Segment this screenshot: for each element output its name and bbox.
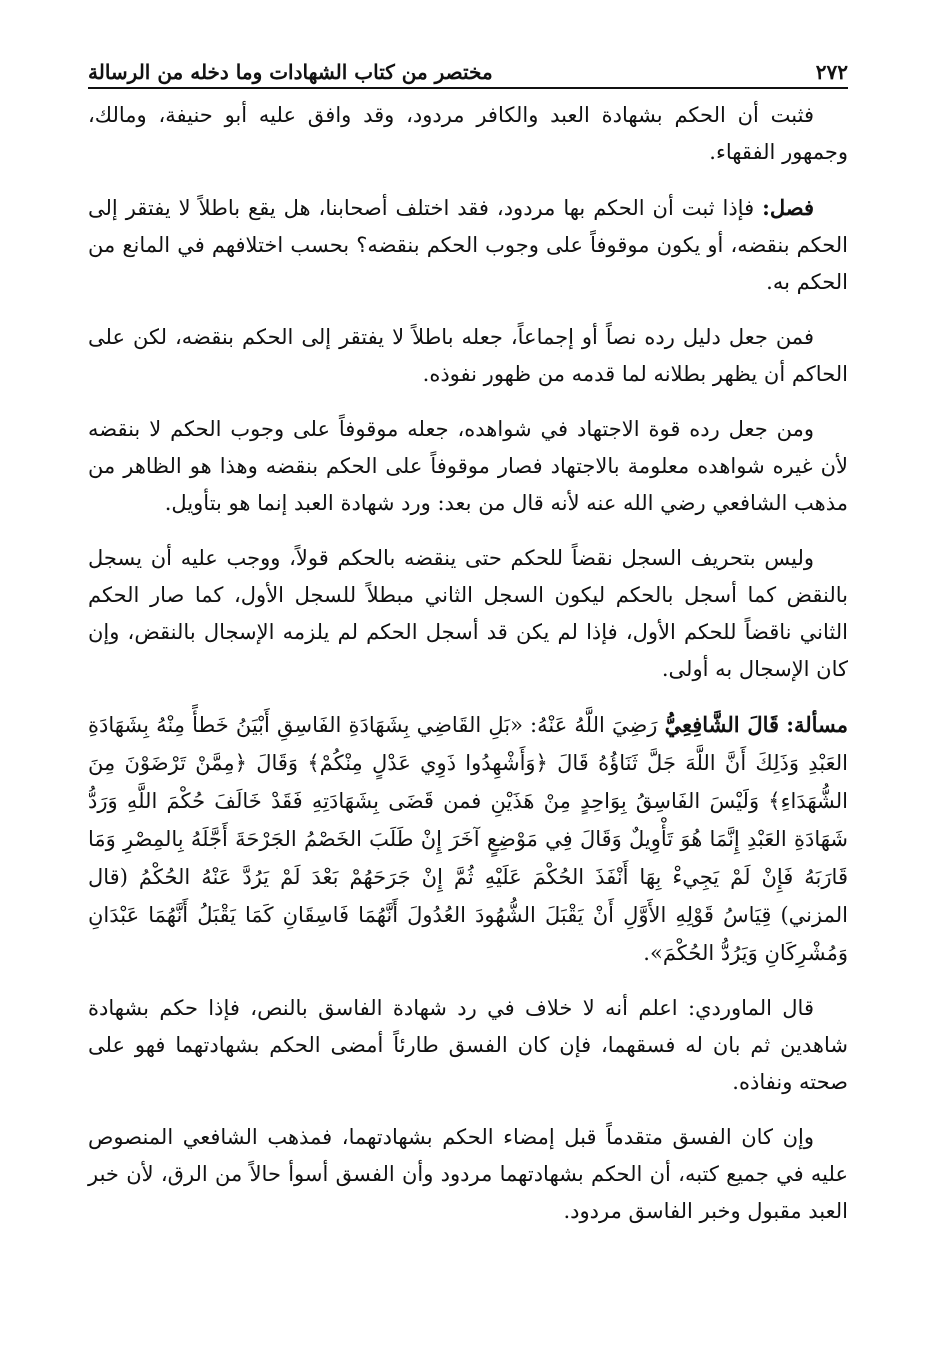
- paragraph-text: وإن كان الفسق متقدماً قبل إمضاء الحكم بشهادتهما، فمذهب الشافعي المنصوص عليه في جميع كتبه، أن الحكم بشهادتهما مردود وأن الفسق أسوأ حالاً من الرق، لأن خبر العبد مقبول وخبر الفاسق مردود.: [88, 1125, 848, 1223]
- masala-text: رَضِيَ اللَّهُ عَنْهُ: «بَلِ القَاضِي بِشَهَادَةِ الفَاسِقِ أَبْيَنُ خَطأً مِنْهُ بِشَهَادَةِ العَبْدِ وَذَلِكَ أَنَّ اللَّهَ جَلَّ ثَنَاؤُهُ قَالَ ﴿وَأَشْهِدُوا ذَوِي عَدْلٍ مِنْكُمْ﴾ وَقَالَ ﴿مِمَّنْ تَرْضَوْنَ مِنَ الشُّهَدَاءِ﴾ وَلَيْسَ الفَاسِقُ بِوَاحِدٍ مِنْ هَذَيْنِ فمن قَضَى بِشَهَادَتِهِ فَقَدْ خَالَفَ حُكْمَ اللَّهِ وَرَدُّ شَهَادَةِ العَبْدِ إِنَّمَا هُوَ تَأْوِيلٌ وَقَالَ فِي مَوْضِعٍ آخَرَ إِنْ طَلَبَ الخَصْمُ الجَرْحَةَ أَجَّلَهُ بِالمِصْرِ وَمَا قَارَبَهُ فَإِنْ لَمْ يَجِيءْ بِهَا أَنْفَذَ الحُكْمَ عَلَيْهِ ثُمَّ إِنْ جَرَحَهُمْ بَعْدَ لَمْ يَرُدَّ عَنْهُ الحُكْمُ (قال المزني) قِيَاسُ قَوْلِهِ الأَوَّلِ أَنْ يَقْبَلَ الشُّهُودَ العُدُولَ أَنَّهُمَا فَاسِقَانِ كَمَا يَقْبَلُ أَنَّهُمَا عَبْدَانِ وَمُشْرِكَانِ وَيَرُدُّ الحُكْمَ».: [88, 713, 848, 965]
- paragraph: [88, 411, 848, 522]
- paragraph-fasl: [88, 189, 848, 301]
- paragraph: [88, 990, 848, 1101]
- book-page: [88, 55, 848, 1345]
- paragraph-text: فإذا ثبت أن الحكم بها مردود، فقد اختلف أصحابنا، هل يقع باطلاً لا يفتقر إلى الحكم بنقضه، أو يكون موقوفاً على وجوب الحكم بنقضه؟ بحسب اختلافهم في المانع من الحكم به.: [88, 196, 848, 294]
- paragraph-text: وليس بتحريف السجل نقضاً للحكم حتى ينقضه بالحكم قولاً، ووجب عليه أن يسجل بالنقض كما أسجل بالحكم ليكون السجل الثاني مبطلاً للسجل الأول، كما صار الحكم الثاني ناقضاً للحكم الأول، فإذا لم يكن قد أسجل الحكم لم يلزمه الإسجال بالنقض، وإن كان الإسجال به أولى.: [88, 546, 848, 681]
- page-header: [88, 55, 848, 89]
- section-label: فصل:: [762, 195, 814, 220]
- page-number: ٢٧٢: [815, 60, 848, 84]
- paragraph: [88, 1119, 848, 1230]
- paragraph: [88, 319, 848, 393]
- paragraph-text: فمن جعل دليل رده نصاً أو إجماعاً، جعله باطلاً لا يفتقر إلى الحكم بنقضه، لكن على الحاكم أن يظهر بطلانه لما قدمه من ظهور نفوذه.: [88, 325, 848, 386]
- masala-paragraph: [88, 706, 848, 972]
- masala-label: مسألة:: [786, 712, 848, 737]
- page-body: [88, 97, 848, 1230]
- paragraph-text: ومن جعل رده قوة الاجتهاد في شواهده، جعله موقوفاً على وجوب الحكم لا بنقضه لأن غيره شواهده معلومة بالاجتهاد فصار موقوفاً على الحكم بنقضه وهذا هو الظاهر من مذهب الشافعي رضي الله عنه لأنه قال من بعد: ورد شهادة العبد إنما هو بتأويل.: [88, 417, 848, 515]
- paragraph: [88, 97, 848, 171]
- paragraph-text: قال الماوردي: اعلم أنه لا خلاف في رد شهادة الفاسق بالنص، فإذا حكم بشهادة شاهدين ثم بان له فسقهما، فإن كان الفسق طارئاً أمضى الحكم بشهادتهما فهو على صحته ونفاذه.: [88, 996, 848, 1094]
- header-rule: [88, 87, 848, 89]
- paragraph: [88, 540, 848, 688]
- masala-lead: قَالَ الشَّافِعِيُّ: [664, 712, 780, 737]
- paragraph-text: فثبت أن الحكم بشهادة العبد والكافر مردود، وقد وافق عليه أبو حنيفة، ومالك، وجمهور الفقهاء.: [88, 103, 848, 164]
- running-title: مختصر من كتاب الشهادات وما دخله من الرسالة: [88, 60, 493, 84]
